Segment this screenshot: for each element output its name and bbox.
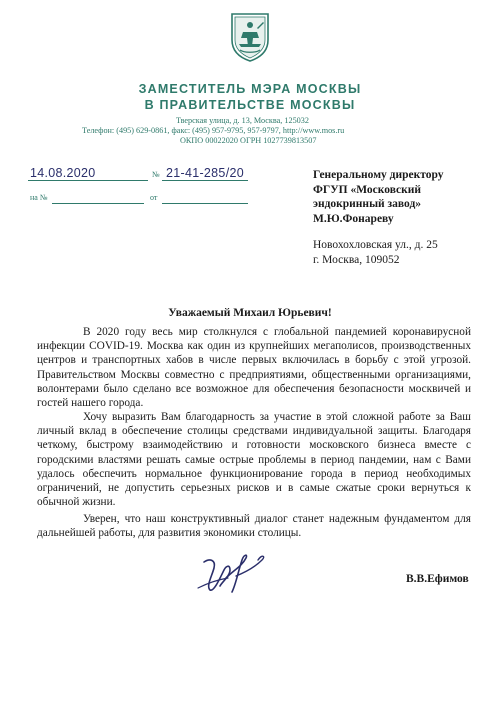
ref-date-underline xyxy=(162,203,248,204)
letterhead-contacts: Телефон: (495) 629-0861, факс: (495) 957-9795, 957-9797, http://www.mos.ru xyxy=(82,126,345,135)
number-sign: № xyxy=(152,170,160,179)
ref-from-label: от xyxy=(150,193,158,202)
recipient-street: Новохохловская ул., д. 25 xyxy=(313,239,438,251)
ref-label: на № xyxy=(30,193,48,202)
recipient-city: г. Москва, 109052 xyxy=(313,254,400,266)
signer-name: В.В.Ефимов xyxy=(406,573,469,585)
paragraph xyxy=(37,512,471,540)
salutation: Уважаемый Михаил Юрьевич! xyxy=(168,307,332,319)
ref-number-underline xyxy=(52,203,144,204)
paragraph-text: Уверен, что наш конструктивный диалог станет надежным фундаментом для дальнейшей работы, для развития экономики столицы. xyxy=(37,513,471,540)
recipient-block xyxy=(313,168,443,226)
letterhead-title-line1: ЗАМЕСТИТЕЛЬ МЭРА МОСКВЫ xyxy=(138,82,362,96)
recipient-address xyxy=(313,238,438,268)
paragraph-text: В 2020 году весь мир столкнулся с глобальной пандемией коронавирусной инфекции COVID-19. Москва как один из крупнейших мегаполисов, производственных центров и транспортных хабов в числе первых включилась в борьбу с этой угрозой. Правительством Москвы совместно с предприятиями, общественными организациями, волонтерами было сделано все возможное для обеспечения безопасности москвичей и гостей нашего города. xyxy=(37,326,471,410)
letterhead-title-line2: В ПРАВИТЕЛЬСТВЕ МОСКВЫ xyxy=(144,98,356,112)
handwritten-signature xyxy=(196,548,286,596)
recipient-line: Генеральному директору xyxy=(313,169,444,181)
recipient-name: М.Ю.Фонареву xyxy=(313,212,394,225)
recipient-line: ФГУП «Московский xyxy=(313,183,422,196)
letter-number: 21-41-285/20 xyxy=(166,166,244,180)
letter-date: 14.08.2020 xyxy=(30,166,96,180)
date-underline xyxy=(28,180,148,181)
letterhead-address: Тверская улица, д. 13, Москва, 125032 xyxy=(176,116,309,125)
paragraph xyxy=(37,410,471,509)
number-underline xyxy=(162,180,248,181)
recipient-line: эндокринный завод» xyxy=(313,198,422,210)
moscow-coat-of-arms-icon xyxy=(229,10,271,62)
paragraph-text: Хочу выразить Вам благодарность за участие в этой сложной работе за Ваш личный вклад в обеспечение столицы средствами индивидуальной защиты. Благодаря четкому, быстрому взаимодействию и готовности московского бизнеса вместе с городскими властями решать самые острые проблемы в период пандемии, нам с Вами удалось обеспечить нормальное функционирование города в период необходимых ограничений, не допустить серьезных рисков и в самые сжатые сроки вернуться к обычной жизни. xyxy=(37,411,471,509)
paragraph xyxy=(37,325,471,410)
letterhead-registry: ОКПО 00022020 ОГРН 1027739813507 xyxy=(180,136,317,145)
